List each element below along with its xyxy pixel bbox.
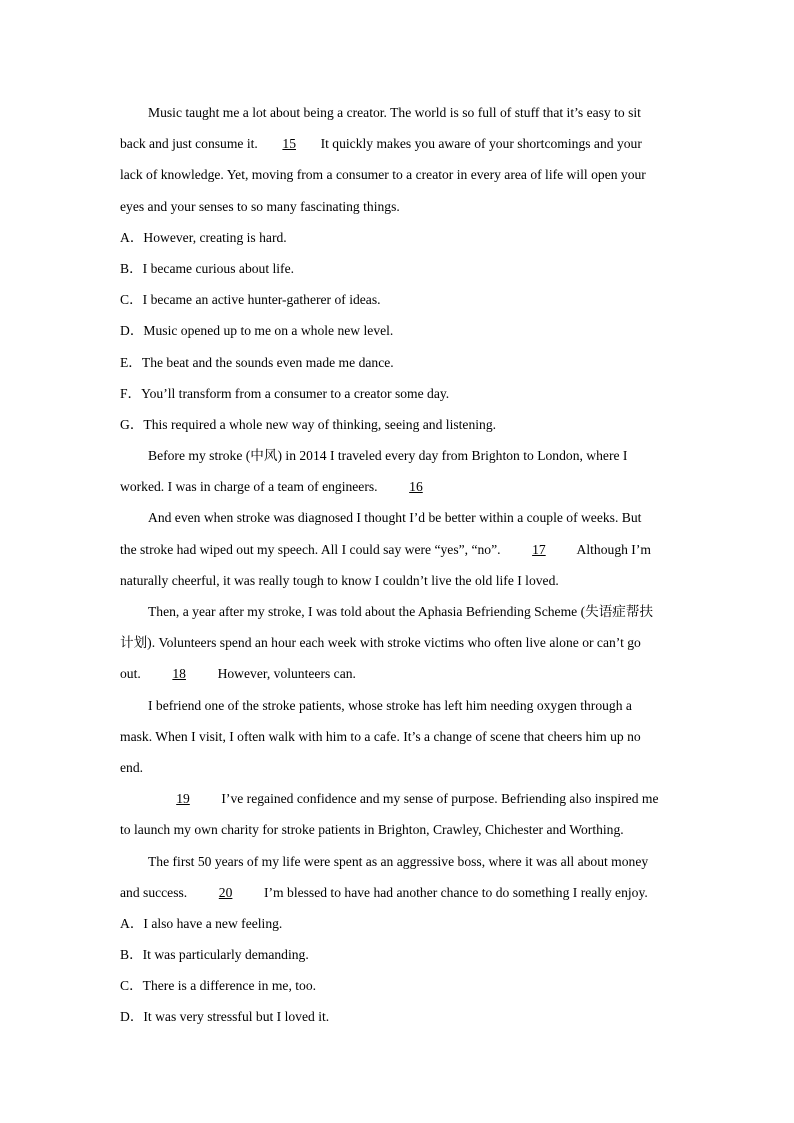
passage2-text: and success. xyxy=(120,884,191,900)
passage2-text: I’ve regained confidence and my sense of purpose. Befriending also inspired me xyxy=(218,791,659,807)
passage2-text: I’m blessed to have had another chance to do something I really enjoy. xyxy=(260,884,648,900)
passage1-line-3: lack of knowledge. Yet, moving from a consumer to a creator in every area of life will open your xyxy=(120,167,646,183)
blank-19[interactable]: 19 xyxy=(176,791,190,807)
passage1-line-2 xyxy=(120,128,680,159)
option-d: D．Music opened up to me on a whole new level. xyxy=(120,323,394,339)
option-e: E．The beat and the sounds even made me dance. xyxy=(120,354,394,370)
passage2-p1-line-1: Before my stroke (中风) in 2014 I traveled every day from Brighton to London, where I xyxy=(148,448,628,464)
option-a: A．However, creating is hard. xyxy=(120,229,287,245)
option-f: F．You’ll transform from a consumer to a creator some day. xyxy=(120,385,450,401)
passage2-p3-line-2: 计划). Volunteers spend an hour each week with stroke victims who often live alone or can’t go xyxy=(120,635,641,651)
passage1-line-4: eyes and your senses to so many fascinating things. xyxy=(120,198,400,214)
passage1-line-1: Music taught me a lot about being a creator. The world is so full of stuff that it’s easy to sit xyxy=(148,105,641,120)
passage2-text: worked. I was in charge of a team of engineers. xyxy=(120,479,381,495)
passage2-text: the stroke had wiped out my speech. All I could say were “yes”, “no”. xyxy=(120,541,504,557)
passage2-p2-line-1: And even when stroke was diagnosed I thought I’d be better within a couple of weeks. But xyxy=(148,510,642,526)
passage2-p2-line-3: naturally cheerful, it was really tough to know I couldn’t live the old life I loved. xyxy=(120,572,559,588)
passage2-text: Although I’m xyxy=(573,541,651,557)
blank-18[interactable]: 18 xyxy=(172,666,186,682)
passage2-p1-line-2 xyxy=(120,471,680,502)
option-g: G．This required a whole new way of thinking, seeing and listening. xyxy=(120,416,497,432)
passage2-p2-line-2 xyxy=(120,534,680,565)
blank-20[interactable]: 20 xyxy=(218,884,233,900)
passage2-p4-line-1: I befriend one of the stroke patients, whose stroke has left him needing oxygen through a xyxy=(148,697,632,713)
passage1-text: back and just consume it. xyxy=(120,136,262,152)
option-c: C．I became an active hunter-gatherer of ideas. xyxy=(120,292,381,308)
passage2-p6-line-2 xyxy=(120,877,680,908)
passage2-text: However, volunteers can. xyxy=(214,666,356,682)
option2-a: A．I also have a new feeling. xyxy=(120,915,283,931)
passage2-p5-line-2: to launch my own charity for stroke patients in Brighton, Crawley, Chichester and Worthing. xyxy=(120,822,624,838)
passage2-p4-line-2: mask. When I visit, I often walk with him to a cafe. It’s a change of scene that cheers him up no xyxy=(120,728,641,744)
passage2-text: out. xyxy=(120,666,145,682)
document-content xyxy=(120,97,680,1033)
option-b: B．I became curious about life. xyxy=(120,260,295,276)
passage1-text: It quickly makes you aware of your shortcomings and your xyxy=(317,136,642,152)
blank-17[interactable]: 17 xyxy=(532,541,546,557)
blank-15[interactable]: 15 xyxy=(282,136,296,152)
option2-b: B．It was particularly demanding. xyxy=(120,947,309,963)
option2-d: D．It was very stressful but I loved it. xyxy=(120,1009,330,1025)
passage2-p3-line-3 xyxy=(120,658,680,689)
passage2-p3-line-1: Then, a year after my stroke, I was told about the Aphasia Befriending Scheme (失语症帮扶 xyxy=(148,604,654,619)
blank-16[interactable]: 16 xyxy=(409,479,423,495)
passage2-p6-line-1: The first 50 years of my life were spent as an aggressive boss, where it was all about money xyxy=(148,853,649,869)
passage2-p4-line-3: end. xyxy=(120,759,144,775)
passage2-p5-line-1 xyxy=(120,783,680,814)
option2-c: C．There is a difference in me, too. xyxy=(120,978,317,994)
